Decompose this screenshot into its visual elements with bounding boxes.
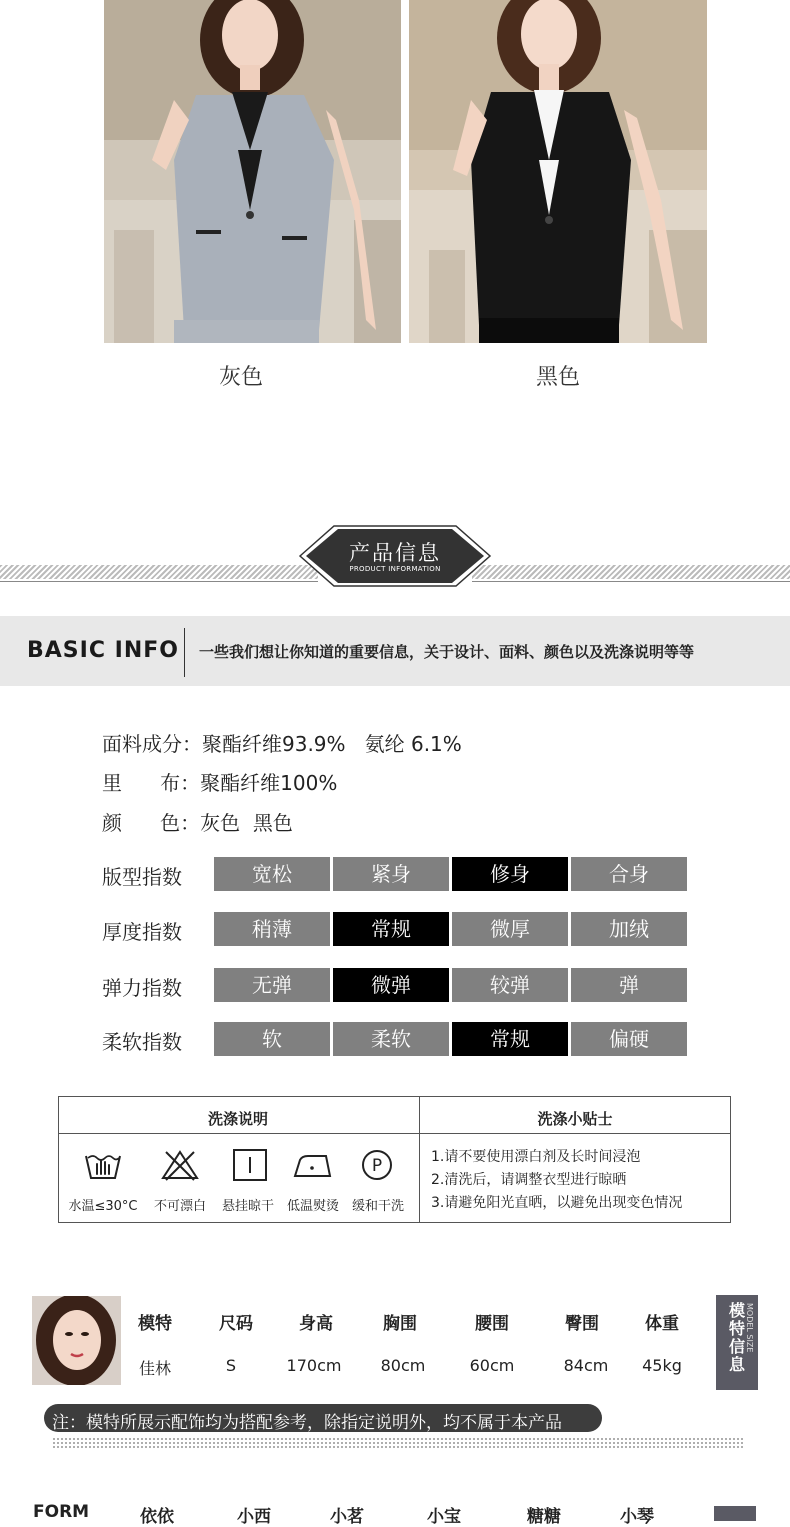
thickness-index-label: 厚度指数 — [102, 920, 182, 944]
care-label-dry-clean: 缓和干洗 — [351, 1199, 404, 1214]
model-value-weight: 45kg — [642, 1356, 682, 1375]
care-label-hang-dry: 悬挂晾干 — [221, 1199, 274, 1214]
basic-info-divider — [184, 628, 185, 677]
model-value-height: 170cm — [286, 1356, 342, 1375]
care-label-water-temp: 水温≤30°C — [68, 1199, 138, 1214]
wash-tips-header: 洗涤小贴士 — [537, 1110, 613, 1128]
hang-dry-icon — [230, 1148, 270, 1182]
elasticity-option: 弹 — [571, 968, 687, 1002]
fit-index-label: 版型指数 — [102, 865, 182, 889]
model-avatar — [32, 1296, 121, 1385]
wash-tip: 2.清洗后，请调整衣型进行晾晒 — [431, 1172, 627, 1188]
thickness-option-selected: 常规 — [333, 912, 449, 946]
softness-option: 柔软 — [333, 1022, 449, 1056]
form-model-name: 依依 — [140, 1507, 174, 1527]
fit-option: 合身 — [571, 857, 687, 891]
model-header-size: 尺码 — [219, 1314, 253, 1334]
thickness-option: 稍薄 — [214, 912, 330, 946]
gray-suit-photo — [104, 0, 401, 343]
black-suit-photo — [409, 0, 707, 343]
fit-option-selected: 修身 — [452, 857, 568, 891]
dotted-separator — [52, 1437, 744, 1449]
model-header-waist: 腰围 — [475, 1314, 509, 1334]
elasticity-index-label: 弹力指数 — [102, 976, 182, 1000]
elasticity-option: 较弹 — [452, 968, 568, 1002]
banner-rule-left — [0, 581, 318, 582]
softness-option: 偏硬 — [571, 1022, 687, 1056]
form-model-name: 小琴 — [620, 1507, 654, 1527]
form-model-name: 小西 — [237, 1507, 271, 1527]
spec-fabric: 面料成分：聚酯纤维93.9% 氨纶 6.1% — [102, 732, 462, 756]
model-value-name: 佳林 — [138, 1359, 171, 1378]
product-info-subtitle: PRODUCT INFORMATION — [349, 565, 441, 573]
thickness-option: 加绒 — [571, 912, 687, 946]
basic-info-description: 一些我们想让你知道的重要信息，关于设计、面料、颜色以及洗涤说明等等 — [199, 643, 695, 661]
banner-rule-right — [472, 581, 790, 582]
black-color-caption: 黑色 — [535, 365, 580, 390]
thickness-option: 微厚 — [452, 912, 568, 946]
wash-instructions-header: 洗涤说明 — [207, 1110, 268, 1128]
product-info-title: 产品信息 — [349, 541, 441, 565]
elasticity-option: 无弹 — [214, 968, 330, 1002]
dry-clean-p-icon — [360, 1148, 394, 1182]
form-model-name: 小茗 — [330, 1507, 364, 1527]
care-label-no-bleach: 不可漂白 — [153, 1199, 206, 1214]
form-side-tag — [714, 1506, 756, 1521]
softness-index-label: 柔软指数 — [102, 1030, 182, 1054]
low-iron-icon — [292, 1148, 334, 1182]
care-label-low-iron: 低温熨烫 — [286, 1199, 339, 1214]
model-header-hip: 臀围 — [565, 1314, 599, 1334]
softness-option: 软 — [214, 1022, 330, 1056]
elasticity-option-selected: 微弹 — [333, 968, 449, 1002]
no-bleach-icon — [160, 1148, 200, 1182]
wash-tip: 1.请不要使用漂白剂及长时间浸泡 — [431, 1149, 641, 1165]
model-header-height: 身高 — [299, 1314, 333, 1334]
model-value-bust: 80cm — [380, 1356, 426, 1375]
model-note-text: 注：模特所展示配饰均为搭配参考，除指定说明外，均不属于本产品 — [52, 1413, 562, 1433]
model-value-size: S — [225, 1356, 237, 1375]
model-value-hip: 84cm — [563, 1356, 609, 1375]
softness-option-selected: 常规 — [452, 1022, 568, 1056]
wash-table-header-rule — [59, 1133, 730, 1134]
banner-stripe-right — [472, 565, 790, 579]
form-header: FORM — [33, 1502, 90, 1522]
model-header-bust: 胸围 — [383, 1314, 417, 1334]
model-value-waist: 60cm — [469, 1356, 515, 1375]
model-header-weight: 体重 — [645, 1314, 679, 1334]
fit-option: 宽松 — [214, 857, 330, 891]
gray-color-caption: 灰色 — [218, 365, 263, 390]
banner-stripe-left — [0, 565, 318, 579]
spec-color: 颜 色：灰色 黑色 — [102, 811, 293, 835]
model-size-tag-subtitle: MODEL SIZE — [745, 1303, 754, 1353]
model-size-tag-title: 模特信息 — [728, 1301, 745, 1374]
hand-wash-icon — [83, 1148, 123, 1182]
basic-info-title: BASIC INFO — [27, 638, 179, 663]
form-model-name: 小宝 — [427, 1507, 461, 1527]
svg-text:P: P — [371, 1156, 383, 1176]
model-header-name: 模特 — [138, 1314, 172, 1334]
spec-lining: 里 布：聚酯纤维100% — [102, 771, 338, 795]
form-model-name: 糖糖 — [527, 1507, 561, 1527]
wash-tip: 3.请避免阳光直晒，以避免出现变色情况 — [431, 1195, 683, 1211]
fit-option: 紧身 — [333, 857, 449, 891]
